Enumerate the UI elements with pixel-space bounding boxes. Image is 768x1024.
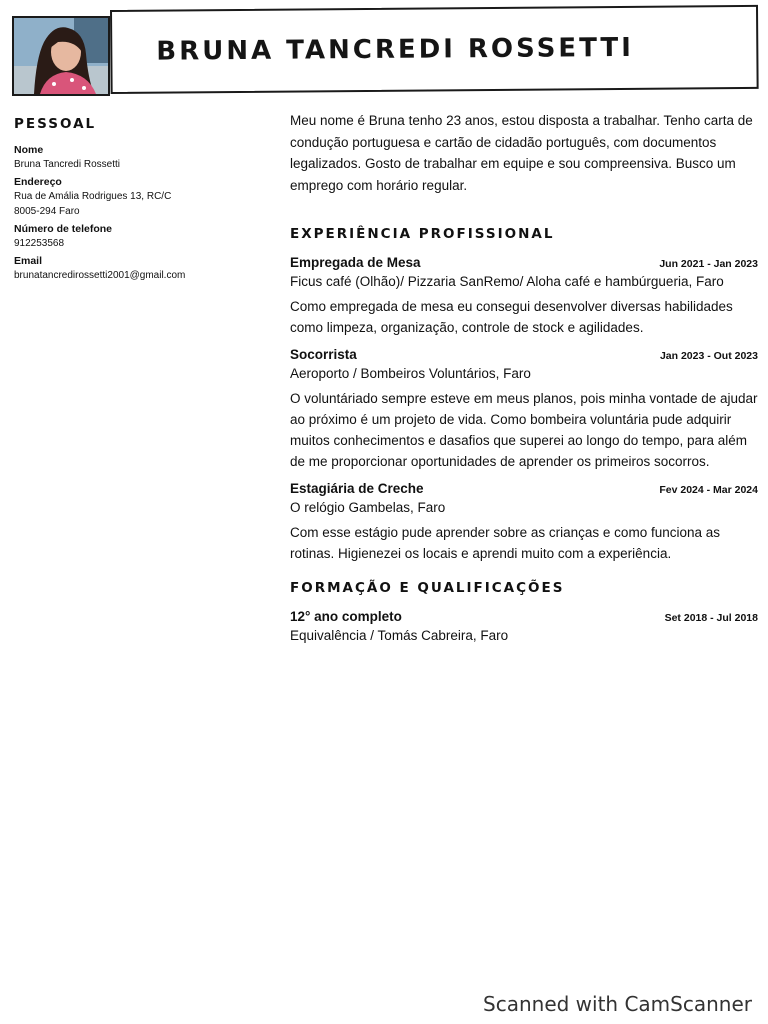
field-value: 912253568	[14, 238, 65, 249]
profile-summary: Meu nome é Bruna tenho 23 anos, estou disposta a trabalhar. Tenho carta de condução portuguesa e cartão de cidadão português, com documentos legalizados. Gosto de trabalhar em equipe e sou compreensiva. Busco um emprego com horário regular.	[290, 113, 753, 193]
scanner-watermark: Scanned with CamScanner	[483, 992, 752, 1016]
entry-description: O voluntáriado sempre esteve em meus planos, pois minha vontade de ajudar ao próximo é um projeto de vida. Como bombeira voluntária pude adquirir muitos conhecimentos e dasafios que superei ao longo do tempo, para além de me proporcionar oportunidades de aprender os primeiros socorros.	[290, 391, 758, 469]
entry-role: Empregada de Mesa	[290, 255, 421, 270]
personal-section	[14, 116, 264, 287]
experience-title: EXPERIÊNCIA PROFISSIONAL	[290, 226, 555, 242]
entry-organization: Equivalência / Tomás Cabreira, Faro	[290, 628, 509, 643]
entry-dates: Fev 2024 - Mar 2024	[659, 484, 758, 496]
field-value: Rua de Amália Rodrigues 13, RC/C	[14, 191, 172, 202]
entry-description: Com esse estágio pude aprender sobre as crianças e como funciona as rotinas. Higienezei os locais e aprendi muito com a experiência.	[290, 525, 720, 561]
entry-role: Socorrista	[290, 347, 357, 362]
field-label: Endereço	[14, 176, 62, 188]
entry-organization: Ficus café (Olhão)/ Pizzaria SanRemo/ Aloha café e hambúrgueria, Faro	[290, 274, 724, 289]
experience-entry	[290, 346, 758, 472]
personal-field-name	[14, 144, 264, 172]
entry-dates: Jan 2023 - Out 2023	[659, 350, 758, 362]
personal-field-email	[14, 255, 264, 283]
field-value: Bruna Tancredi Rossetti	[14, 159, 120, 170]
personal-title: PESSOAL	[14, 116, 97, 132]
personal-field-phone	[14, 223, 264, 251]
field-label: Nome	[14, 144, 44, 156]
entry-role: 12° ano completo	[290, 609, 402, 624]
field-value-postcode: 8005-294 Faro	[14, 206, 80, 217]
entry-description: Como empregada de mesa eu consegui desenvolver diversas habilidades como limpeza, organização, controle de stock e agilidades.	[290, 299, 733, 335]
email-link[interactable]: brunatancredirossetti2001@gmail.com	[14, 270, 186, 281]
entry-organization: Aeroporto / Bombeiros Voluntários, Faro	[290, 366, 531, 381]
education-entry	[290, 608, 758, 646]
name-header	[110, 5, 759, 94]
candidate-name: BRUNA TANCREDI ROSSETTI	[156, 32, 634, 67]
field-label: Email	[14, 255, 43, 267]
education-title: FORMAÇÃO E QUALIFICAÇÕES	[290, 580, 565, 596]
experience-entry	[290, 254, 758, 338]
experience-entry	[290, 480, 758, 564]
entry-organization: O relógio Gambelas, Faro	[290, 500, 446, 515]
entry-dates: Jun 2021 - Jan 2023	[659, 258, 758, 270]
main-content	[290, 110, 758, 654]
personal-field-address	[14, 176, 264, 219]
profile-photo	[12, 16, 110, 96]
entry-role: Estagiária de Creche	[290, 481, 424, 496]
entry-dates: Set 2018 - Jul 2018	[664, 612, 758, 624]
field-label: Número de telefone	[14, 223, 113, 235]
